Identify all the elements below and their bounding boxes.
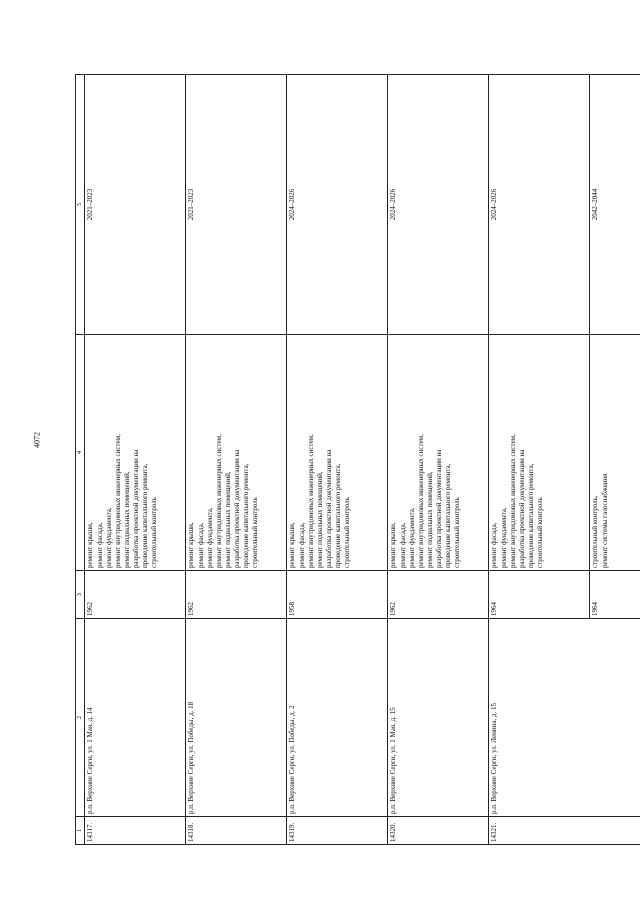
work-item: проведение капитального ремонта, <box>444 463 452 568</box>
row-number: 14319. <box>287 817 388 845</box>
work-item: проведение капитального ремонта, <box>526 463 535 568</box>
work-item: ремонт крыши, <box>288 522 297 568</box>
work-item: разработка проектной документации на <box>517 449 526 568</box>
work-item: ремонт подвальных помещений, <box>425 471 434 568</box>
work-item: ремонт подвальных помещений, <box>223 471 232 568</box>
work-item: проведение капитального ремонта, <box>141 463 149 568</box>
table-row <box>489 75 590 845</box>
work-item: ремонт фасада, <box>297 522 306 568</box>
work-item: ремонт крыши, <box>187 522 196 568</box>
year-cell: 1964 <box>590 571 640 619</box>
work-item: ремонт фасада, <box>398 522 407 568</box>
table-row <box>186 75 287 845</box>
work-item: проведение капитального ремонта, <box>242 463 250 568</box>
work-item: ремонт фундамента, <box>104 507 113 568</box>
work-item: разработка проектной документации на <box>434 449 443 568</box>
work-item: ремонт фасада, <box>95 522 104 568</box>
period-cell: 2024–2026 <box>388 75 489 335</box>
work-item: ремонт фасада, <box>490 522 499 568</box>
work-item: проведение капитального ремонта, <box>333 463 342 568</box>
works-cell <box>489 335 590 571</box>
header-col-4: 4 <box>76 335 85 571</box>
address-cell: р.п. Верхние Серги, ул. Ленина, д. 15 <box>489 619 640 817</box>
work-item: ремонт фасада, <box>196 522 205 568</box>
header-col-1: 1 <box>76 817 85 845</box>
row-number: 14317. <box>85 817 186 845</box>
work-item: ремонт крыши, <box>389 522 398 568</box>
work-item: ремонт системы газоснабжения <box>600 473 609 568</box>
work-item: ремонт подвальных помещений, <box>315 471 324 568</box>
work-item: ремонт фундамента, <box>499 507 508 568</box>
year-cell: 1962 <box>85 571 186 619</box>
period-cell: 2024–2026 <box>287 75 388 335</box>
work-item: строительный контроль, <box>591 495 600 568</box>
work-item: ремонт внутридомовых инженерных систем, <box>508 434 517 568</box>
year-cell: 1962 <box>388 571 489 619</box>
row-number: 14320. <box>388 817 489 845</box>
work-item: ремонт внутридомовых инженерных систем, <box>306 434 315 568</box>
work-item: ремонт внутридомовых инженерных систем, <box>416 434 425 568</box>
address-cell: р.п. Верхние Серги, ул. Победы, д. 2 <box>287 619 388 817</box>
works-cell <box>186 335 287 571</box>
work-item: ремонт внутридомовых инженерных систем, <box>214 434 223 568</box>
work-item: ремонт подвальных помещений, <box>122 471 131 568</box>
table-row <box>287 75 388 845</box>
row-number: 14318. <box>186 817 287 845</box>
year-cell: 1958 <box>287 571 388 619</box>
work-item: строительный контроль <box>150 497 159 568</box>
work-item: разработка проектной документации на <box>324 449 333 568</box>
works-cell <box>590 335 640 571</box>
works-cell <box>388 335 489 571</box>
table-row <box>85 75 186 845</box>
work-item: строительный контроль <box>535 497 544 568</box>
work-item: ремонт внутридомовых инженерных систем, <box>113 434 122 568</box>
header-row <box>76 75 85 845</box>
row-number: 14321. <box>489 817 640 845</box>
table-row <box>388 75 489 845</box>
works-cell <box>287 335 388 571</box>
rotated-table-container <box>75 75 609 845</box>
work-item: строительный контроль <box>251 497 260 568</box>
address-cell: р.п. Верхние Серги, ул. Победы, д. 18 <box>186 619 287 817</box>
period-cell: 2021–2023 <box>186 75 287 335</box>
header-col-5: 5 <box>76 75 85 335</box>
period-cell: 2021–2023 <box>85 75 186 335</box>
year-cell: 1964 <box>489 571 590 619</box>
work-item: строительный контроль <box>453 497 462 568</box>
header-col-3: 3 <box>76 571 85 619</box>
work-item: ремонт фундамента, <box>205 507 214 568</box>
address-cell: р.п. Верхние Серги, ул. 1 Мая, д. 14 <box>85 619 186 817</box>
work-item: разработка проектной документации на <box>232 449 241 568</box>
work-item: разработка проектной документации на <box>131 449 140 568</box>
work-item: ремонт фундамента, <box>407 507 416 568</box>
year-cell: 1962 <box>186 571 287 619</box>
work-item: ремонт крыши, <box>86 522 95 568</box>
works-cell <box>85 335 186 571</box>
period-cell: 2024–2026 <box>489 75 590 335</box>
period-cell: 2042–2044 <box>590 75 640 335</box>
address-cell: р.п. Верхние Серги, ул. 1 Мая, д. 15 <box>388 619 489 817</box>
repair-schedule-table <box>75 74 640 845</box>
header-col-2: 2 <box>76 619 85 817</box>
work-item: строительный контроль <box>343 497 351 568</box>
